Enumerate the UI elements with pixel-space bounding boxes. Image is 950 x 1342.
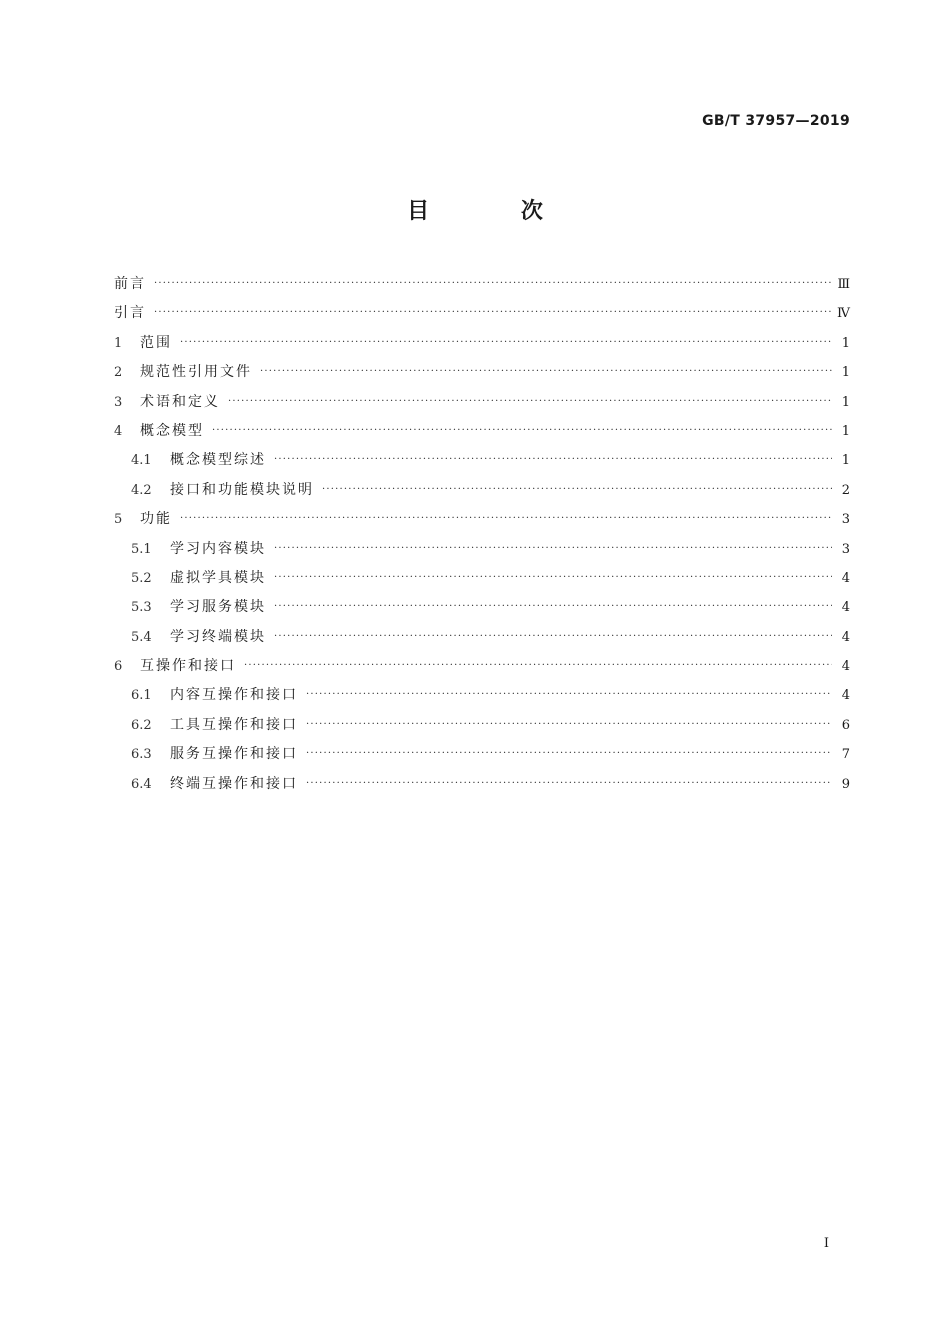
toc-entry-number: 6.1 xyxy=(131,688,152,704)
toc-entry-page: 6 xyxy=(841,717,850,733)
table-of-contents xyxy=(114,270,850,799)
page-number: I xyxy=(823,1236,829,1251)
toc-entry-label: 学习终端模块 xyxy=(170,628,266,645)
toc-leader-dots xyxy=(274,592,832,621)
toc-entry-label: 范围 xyxy=(140,334,172,351)
toc-entry[interactable] xyxy=(114,681,850,710)
toc-entry-label: 概念模型 xyxy=(140,422,204,439)
toc-leader-dots xyxy=(260,357,832,386)
toc-entry-number: 5.1 xyxy=(131,541,152,557)
standard-number: GB/T 37957—2019 xyxy=(702,113,850,129)
toc-entry[interactable] xyxy=(114,652,850,681)
toc-leader-dots xyxy=(212,416,832,445)
toc-entry-number: 6.3 xyxy=(131,747,152,763)
toc-entry-number: 5.3 xyxy=(131,600,152,616)
toc-leader-dots xyxy=(322,475,832,504)
toc-entry-page: Ⅲ xyxy=(837,277,850,292)
toc-entry-page: 1 xyxy=(841,335,850,351)
toc-entry[interactable] xyxy=(114,358,850,387)
toc-entry[interactable] xyxy=(114,299,850,328)
toc-entry[interactable] xyxy=(114,770,850,799)
toc-entry-page: 2 xyxy=(841,482,850,498)
toc-entry-page: Ⅳ xyxy=(837,306,850,322)
toc-entry-number: 6 xyxy=(114,659,123,675)
toc-entry-label: 学习内容模块 xyxy=(170,540,266,557)
toc-leader-dots xyxy=(154,269,831,298)
toc-leader-dots xyxy=(154,298,831,327)
toc-entry-label: 内容互操作和接口 xyxy=(170,687,298,704)
toc-entry-page: 4 xyxy=(841,600,850,616)
toc-entry-number: 4.2 xyxy=(131,482,152,498)
toc-entry[interactable] xyxy=(114,417,850,446)
toc-leader-dots xyxy=(306,680,832,709)
toc-leader-dots xyxy=(274,445,832,474)
toc-entry[interactable] xyxy=(114,446,850,475)
toc-entry-page: 4 xyxy=(841,688,850,704)
toc-entry-label: 引言 xyxy=(114,305,146,322)
toc-entry-page: 4 xyxy=(841,629,850,645)
toc-entry[interactable] xyxy=(114,623,850,652)
toc-entry[interactable] xyxy=(114,593,850,622)
toc-title: 目 次 xyxy=(407,199,585,224)
toc-leader-dots xyxy=(306,710,832,739)
toc-entry[interactable] xyxy=(114,329,850,358)
toc-entry-number: 3 xyxy=(114,394,123,410)
toc-entry-label: 概念模型综述 xyxy=(170,452,266,469)
toc-leader-dots xyxy=(228,387,832,416)
toc-leader-dots xyxy=(306,769,832,798)
toc-entry[interactable] xyxy=(114,711,850,740)
toc-entry-label: 规范性引用文件 xyxy=(140,364,252,381)
toc-entry-number: 6.2 xyxy=(131,717,152,733)
toc-entry-label: 接口和功能模块说明 xyxy=(170,481,314,498)
toc-entry-page: 1 xyxy=(841,365,850,381)
toc-entry-label: 前言 xyxy=(114,276,146,292)
toc-entry-page: 4 xyxy=(841,570,850,586)
toc-entry-page: 4 xyxy=(841,659,850,675)
toc-entry[interactable] xyxy=(114,476,850,505)
toc-entry-label: 虚拟学具模块 xyxy=(170,569,266,586)
toc-entry[interactable] xyxy=(114,505,850,534)
toc-entry[interactable] xyxy=(114,535,850,564)
toc-entry-label: 终端互操作和接口 xyxy=(170,775,298,792)
toc-entry-page: 3 xyxy=(841,541,850,557)
toc-leader-dots xyxy=(244,651,832,680)
toc-entry-label: 服务互操作和接口 xyxy=(170,746,298,763)
toc-entry-number: 5.4 xyxy=(131,629,152,645)
toc-entry-page: 1 xyxy=(841,453,850,469)
toc-leader-dots xyxy=(180,504,832,533)
toc-entry-label: 工具互操作和接口 xyxy=(170,716,298,733)
toc-leader-dots xyxy=(274,563,832,592)
toc-entry-page: 3 xyxy=(841,512,850,528)
toc-entry-label: 术语和定义 xyxy=(140,393,220,410)
toc-entry[interactable] xyxy=(114,740,850,769)
toc-entry[interactable] xyxy=(114,564,850,593)
toc-entry-number: 4.1 xyxy=(131,453,152,469)
toc-entry-page: 7 xyxy=(841,747,850,763)
toc-entry-page: 1 xyxy=(841,394,850,410)
toc-entry-page: 9 xyxy=(841,776,850,792)
toc-entry-number: 2 xyxy=(114,365,123,381)
toc-leader-dots xyxy=(274,622,832,651)
toc-entry-label: 学习服务模块 xyxy=(170,599,266,616)
toc-entry-number: 1 xyxy=(114,335,123,351)
toc-entry-number: 6.4 xyxy=(131,776,152,792)
toc-entry-number: 5.2 xyxy=(131,570,152,586)
toc-entry-label: 互操作和接口 xyxy=(140,658,236,675)
toc-entry-number: 5 xyxy=(114,512,123,528)
toc-leader-dots xyxy=(180,328,832,357)
toc-entry-label: 功能 xyxy=(140,511,172,528)
toc-leader-dots xyxy=(274,534,832,563)
toc-entry[interactable] xyxy=(114,270,850,299)
toc-entry-page: 1 xyxy=(841,423,850,439)
toc-entry[interactable] xyxy=(114,388,850,417)
toc-leader-dots xyxy=(306,739,832,768)
toc-entry-number: 4 xyxy=(114,423,123,439)
